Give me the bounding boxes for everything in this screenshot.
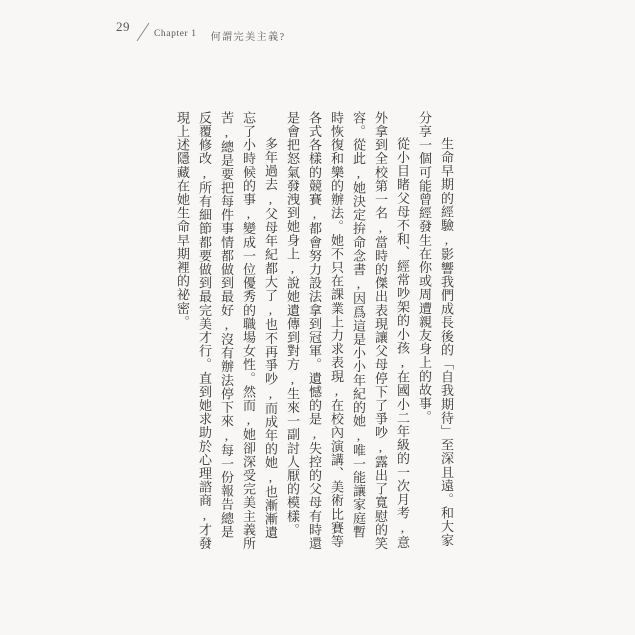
page-header — [116, 20, 286, 47]
body-text — [171, 111, 457, 551]
paragraph-3: 多年過去,父母年紀都大了,也不再爭吵,而成年的她,也漸漸遺忘了小時候的事,變成一位優秀的職場女性。然而,她卻深受完美主義所苦,總是要把每件事情都做到最好,沒有辦法停下來,每一份報告總是反覆修改,所有細節都要做到最完美才行。直到她求助於心理諮商,才發現上述隱藏在她生命早期裡的祕密。 — [175, 111, 278, 551]
chapter-label: Chapter 1 — [154, 29, 197, 39]
paragraph-2: 從小目睹父母不和、經常吵架的小孩,在國小二年級的一次月考,意外拿到全校第一名,當時的傑出表現讓父母停下了爭吵,露出了寬慰的笑容。從此,她決定拚命念書,因爲這是小小年紀的她,唯一能讓家庭暫時恢復和樂的辦法。她不只在課業上力求表現,在校內演講、美術比賽等各式各樣的競賽,都會努力設法拿到冠軍。遺憾的是,失控的父母有時還是會把怒氣發洩到她身上,說她遺傳到對方,生來一副討人厭的模樣。 — [285, 111, 410, 551]
chapter-title: 何謂完美主義? — [210, 32, 286, 43]
slash-divider-icon — [136, 22, 150, 47]
page-number: 29 — [116, 19, 130, 34]
paragraph-1: 生命早期的經驗,影響我們成長後的「自我期待」至深且遠。和大家分享一個可能曾經發生在你或周遭親友身上的故事。 — [417, 111, 454, 547]
